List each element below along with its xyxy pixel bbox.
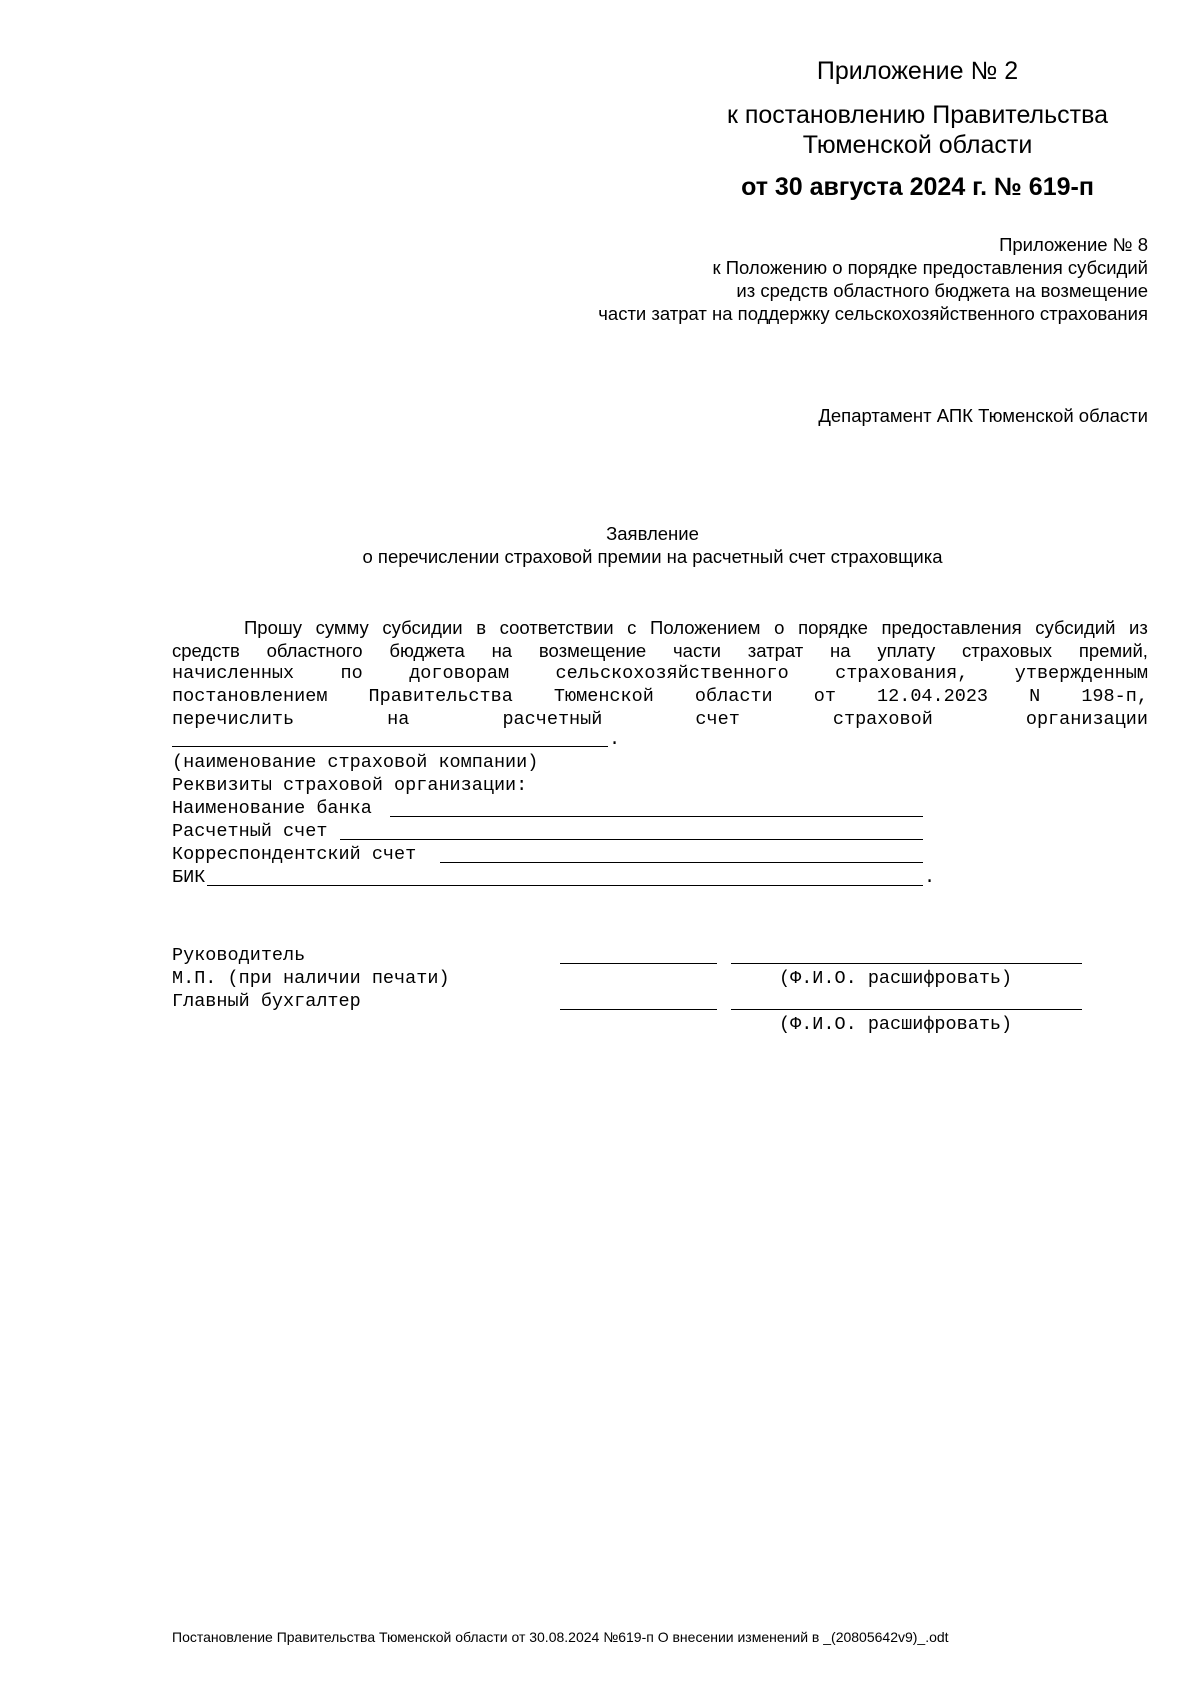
head-signature-line[interactable]: [560, 963, 717, 964]
paragraph-word: от: [813, 686, 836, 707]
paragraph-word: из: [1129, 617, 1148, 638]
paragraph-word: страхования,: [835, 663, 969, 684]
paragraph-word: постановлением: [172, 686, 328, 707]
paragraph-word: Правительства: [368, 686, 513, 707]
paragraph-word: на: [491, 640, 513, 661]
appendix-title: Приложение № 2: [816, 57, 1019, 85]
paragraph-word: 198-п,: [1081, 686, 1148, 707]
paragraph-word: страховой: [832, 709, 933, 730]
paragraph-word: сельскохозяйственного: [555, 663, 789, 684]
paragraph-word: начисленных: [172, 663, 295, 684]
paragraph-line-3: [172, 662, 1148, 685]
fio-caption-accountant: (Ф.И.О. расшифровать): [779, 1014, 1013, 1035]
paragraph-word: бюджета: [389, 640, 465, 661]
paragraph-line-4: [172, 685, 1148, 708]
paragraph-word: перечислить: [172, 709, 295, 730]
paragraph-word: расчетный: [502, 709, 603, 730]
request-paragraph: [172, 616, 1148, 731]
paragraph-word: счет: [695, 709, 740, 730]
paragraph-line-1: [172, 616, 1148, 639]
paragraph-word: соответствии: [499, 617, 614, 638]
document-title: Заявление: [606, 523, 699, 544]
bank-name-label: Наименование банка: [172, 798, 372, 819]
paragraph-word: средств: [172, 640, 240, 661]
paragraph-word: части: [673, 640, 721, 661]
sub-appendix-line3: из средств областного бюджета на возмещение: [736, 280, 1148, 301]
paragraph-word: Прошу: [244, 617, 302, 638]
fio-caption-head: (Ф.И.О. расшифровать): [779, 968, 1013, 989]
paragraph-word: на: [387, 709, 410, 730]
paragraph-line-5: [172, 708, 1148, 731]
paragraph-word: по: [340, 663, 363, 684]
sub-appendix-line4: части затрат на поддержку сельскохозяйственного страхования: [598, 303, 1148, 324]
company-name-end: .: [609, 729, 621, 750]
document-footer: Постановление Правительства Тюменской области от 30.08.2024 №619-п О внесении изменений в _(20805642v9)_.odt: [172, 1629, 949, 1645]
sub-appendix-line2: к Положению о порядке предоставления субсидий: [712, 257, 1148, 278]
paragraph-word: уплату: [877, 640, 936, 661]
paragraph-word: порядке: [798, 617, 868, 638]
corr-account-field[interactable]: [440, 862, 923, 863]
paragraph-word: Тюменской: [553, 686, 654, 707]
paragraph-word: с: [627, 617, 637, 638]
paragraph-word: на: [830, 640, 851, 661]
paragraph-word: в: [476, 617, 487, 638]
sub-appendix-line1: Приложение № 8: [999, 234, 1148, 255]
decree-date: от 30 августа 2024 г. № 619-п: [741, 173, 1094, 201]
paragraph-word: премий,: [1078, 640, 1148, 661]
bik-field[interactable]: [207, 885, 923, 886]
paragraph-word: 12.04.2023: [877, 686, 989, 707]
paragraph-word: утвержденным: [1014, 663, 1148, 684]
paragraph-word: страховых: [962, 640, 1053, 661]
paragraph-word: возмещение: [538, 640, 647, 661]
company-name-blank[interactable]: [172, 746, 608, 747]
document-subtitle: о перечислении страховой премии на расчетный счет страховщика: [362, 546, 943, 567]
accountant-signature-line[interactable]: [560, 1009, 717, 1010]
accountant-name-line[interactable]: [731, 1009, 1082, 1010]
addressee: Департамент АПК Тюменской области: [818, 405, 1148, 426]
head-label: Руководитель: [172, 945, 306, 966]
paragraph-word: предоставления: [881, 617, 1022, 638]
bank-name-field[interactable]: [390, 816, 923, 817]
paragraph-word: организации: [1025, 709, 1148, 730]
head-name-line[interactable]: [731, 963, 1082, 964]
paragraph-word: затрат: [747, 640, 804, 661]
account-label: Расчетный счет: [172, 821, 328, 842]
paragraph-word: области: [694, 686, 773, 707]
corr-account-label: Корреспондентский счет: [172, 844, 417, 865]
paragraph-word: областного: [266, 640, 363, 661]
decree-reference-line2: Тюменской области: [802, 131, 1033, 159]
paragraph-word: Положением: [650, 617, 761, 638]
paragraph-word: договорам: [409, 663, 510, 684]
paragraph-word: N: [1029, 686, 1041, 707]
stamp-label: М.П. (при наличии печати): [172, 968, 450, 989]
requisites-label: Реквизиты страховой организации:: [172, 775, 528, 796]
paragraph-word: субсидий: [1035, 617, 1116, 638]
company-name-caption: (наименование страховой компании): [172, 752, 539, 773]
paragraph-word: сумму: [315, 617, 369, 638]
accountant-label: Главный бухгалтер: [172, 991, 361, 1012]
paragraph-line-2: [172, 639, 1148, 662]
paragraph-word: о: [774, 617, 785, 638]
bik-end: .: [924, 867, 936, 888]
bik-label: БИК: [172, 867, 206, 888]
decree-reference-line1: к постановлению Правительства: [726, 101, 1108, 129]
paragraph-word: субсидии: [382, 617, 463, 638]
account-field[interactable]: [340, 839, 923, 840]
